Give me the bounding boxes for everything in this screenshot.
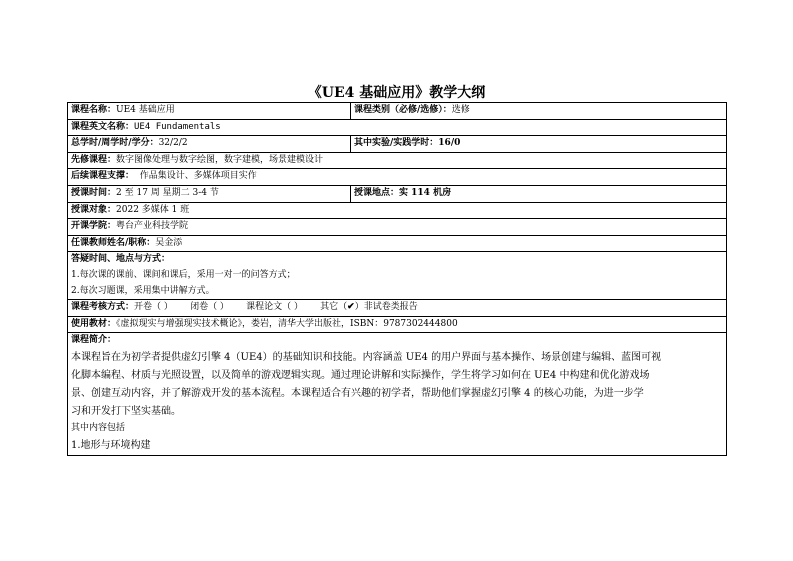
document-title: 《UE4 基础应用》教学大纲 — [307, 85, 486, 101]
exp-hours-cell — [351, 136, 727, 153]
course-en-name-label: 课程英文名称： — [71, 121, 135, 132]
teacher-label: 任课教师姓名/职称： — [71, 237, 156, 248]
assessment-closed-book: 闭卷（ ） — [190, 302, 229, 313]
row-prereq — [68, 152, 727, 169]
prereq-label: 先修课程： — [71, 154, 117, 165]
row-audience — [68, 202, 727, 219]
check-icon: ✔ — [347, 302, 355, 313]
followup-value: 作品集设计、多媒体项目实作 — [139, 171, 257, 182]
row-course-name — [68, 103, 727, 120]
college-value: 粤台产业科技学院 — [116, 221, 189, 232]
textbook-cell — [68, 316, 727, 333]
intro-line-1: 本课程旨在为初学者提供虚幻引擎 4（UE4）的基础知识和技能。内容涵盖 UE4 的用户界面与基本操作、场景创建与编辑、蓝图可视 — [71, 351, 662, 363]
qa-label: 答疑时间、地点与方式： — [71, 254, 171, 265]
teacher-value: 吴金添 — [155, 237, 183, 248]
followup-label: 后续课程支撑： — [71, 171, 135, 182]
location-label: 授课地点： — [354, 187, 400, 198]
assessment-other-prefix: 其它（ — [320, 302, 348, 313]
course-en-name-value: UE4 Fundamentals — [134, 121, 221, 132]
college-cell — [68, 219, 727, 236]
exp-hours-label: 其中实验/实践学时： — [354, 138, 439, 149]
row-assessment — [68, 300, 727, 317]
qa-cell — [68, 252, 727, 300]
textbook-value: 《虚拟现实与增强现实技术概论》，娄岩，清华大学出版社，ISBN：9787302444800 — [116, 318, 458, 329]
intro-content-heading: 其中内容包括 — [71, 422, 126, 433]
intro-content-item: 1.地形与环境构建 — [71, 439, 151, 451]
course-name-value: UE4 基础应用 — [116, 105, 175, 115]
row-college — [68, 219, 727, 236]
audience-value: 2022 多媒体 1 班 — [116, 204, 190, 215]
schedule-label: 授课时间： — [71, 187, 117, 198]
audience-label: 授课对象： — [71, 204, 117, 215]
intro-line-3: 景、创建互动内容，并了解游戏开发的基本流程。本课程适合有兴趣的初学者，帮助他们掌握虚幻引擎 4 的核心功能，为进一步学 — [71, 387, 644, 399]
assessment-paper: 课程论文（ ） — [246, 302, 303, 313]
intro-cell — [68, 333, 727, 455]
hours-label: 总学时/周学时/学分： — [71, 138, 159, 149]
schedule-value: 2 至 17 周 星期二 3-4 节 — [116, 187, 219, 198]
course-name-label: 课程名称： — [71, 105, 117, 115]
row-qa — [68, 252, 727, 300]
qa-line-1: 1.每次课的课前、课间和课后，采用一对一的问答方式； — [71, 269, 296, 280]
row-followup — [68, 169, 727, 186]
exp-hours-value: 16/0 — [438, 138, 461, 149]
row-hours — [68, 136, 727, 153]
syllabus-table — [67, 102, 727, 456]
hours-value: 32/2/2 — [158, 138, 188, 149]
schedule-cell — [68, 185, 351, 202]
location-value: 实 114 机房 — [399, 187, 452, 198]
course-type-label: 课程类别（必修/选修）： — [354, 105, 452, 115]
course-name-cell — [68, 103, 351, 120]
college-label: 开课学院： — [71, 221, 117, 232]
qa-line-2: 2.每次习题课，采用集中讲解方式。 — [71, 285, 215, 296]
hours-cell — [68, 136, 351, 153]
assessment-cell — [68, 300, 727, 317]
course-type-cell — [351, 103, 727, 120]
course-en-name-cell — [68, 119, 727, 136]
location-cell — [351, 185, 727, 202]
intro-label: 课程简介： — [71, 335, 117, 346]
followup-cell — [68, 169, 727, 186]
teacher-cell — [68, 235, 727, 252]
intro-line-4: 习和开发打下坚实基础。 — [71, 405, 181, 417]
intro-line-2: 化脚本编程、材质与光照设置，以及简单的游戏逻辑实现。通过理论讲解和实际操作，学生将学习如何在 UE4 中构建和优化游戏场 — [71, 369, 650, 381]
course-type-value: 选修 — [451, 105, 470, 115]
row-intro — [68, 333, 727, 455]
row-course-en-name — [68, 119, 727, 136]
textbook-label: 使用教材： — [71, 318, 117, 329]
prereq-value: 数字图像处理与数字绘图，数字建模，场景建模设计 — [116, 154, 324, 165]
assessment-other-suffix: ）非试卷类报告 — [354, 302, 418, 313]
row-textbook — [68, 316, 727, 333]
row-teacher — [68, 235, 727, 252]
audience-cell — [68, 202, 727, 219]
assessment-open-book: 开卷（ ） — [134, 302, 173, 313]
prereq-cell — [68, 152, 727, 169]
assessment-label: 课程考核方式： — [71, 302, 135, 313]
row-schedule — [68, 185, 727, 202]
